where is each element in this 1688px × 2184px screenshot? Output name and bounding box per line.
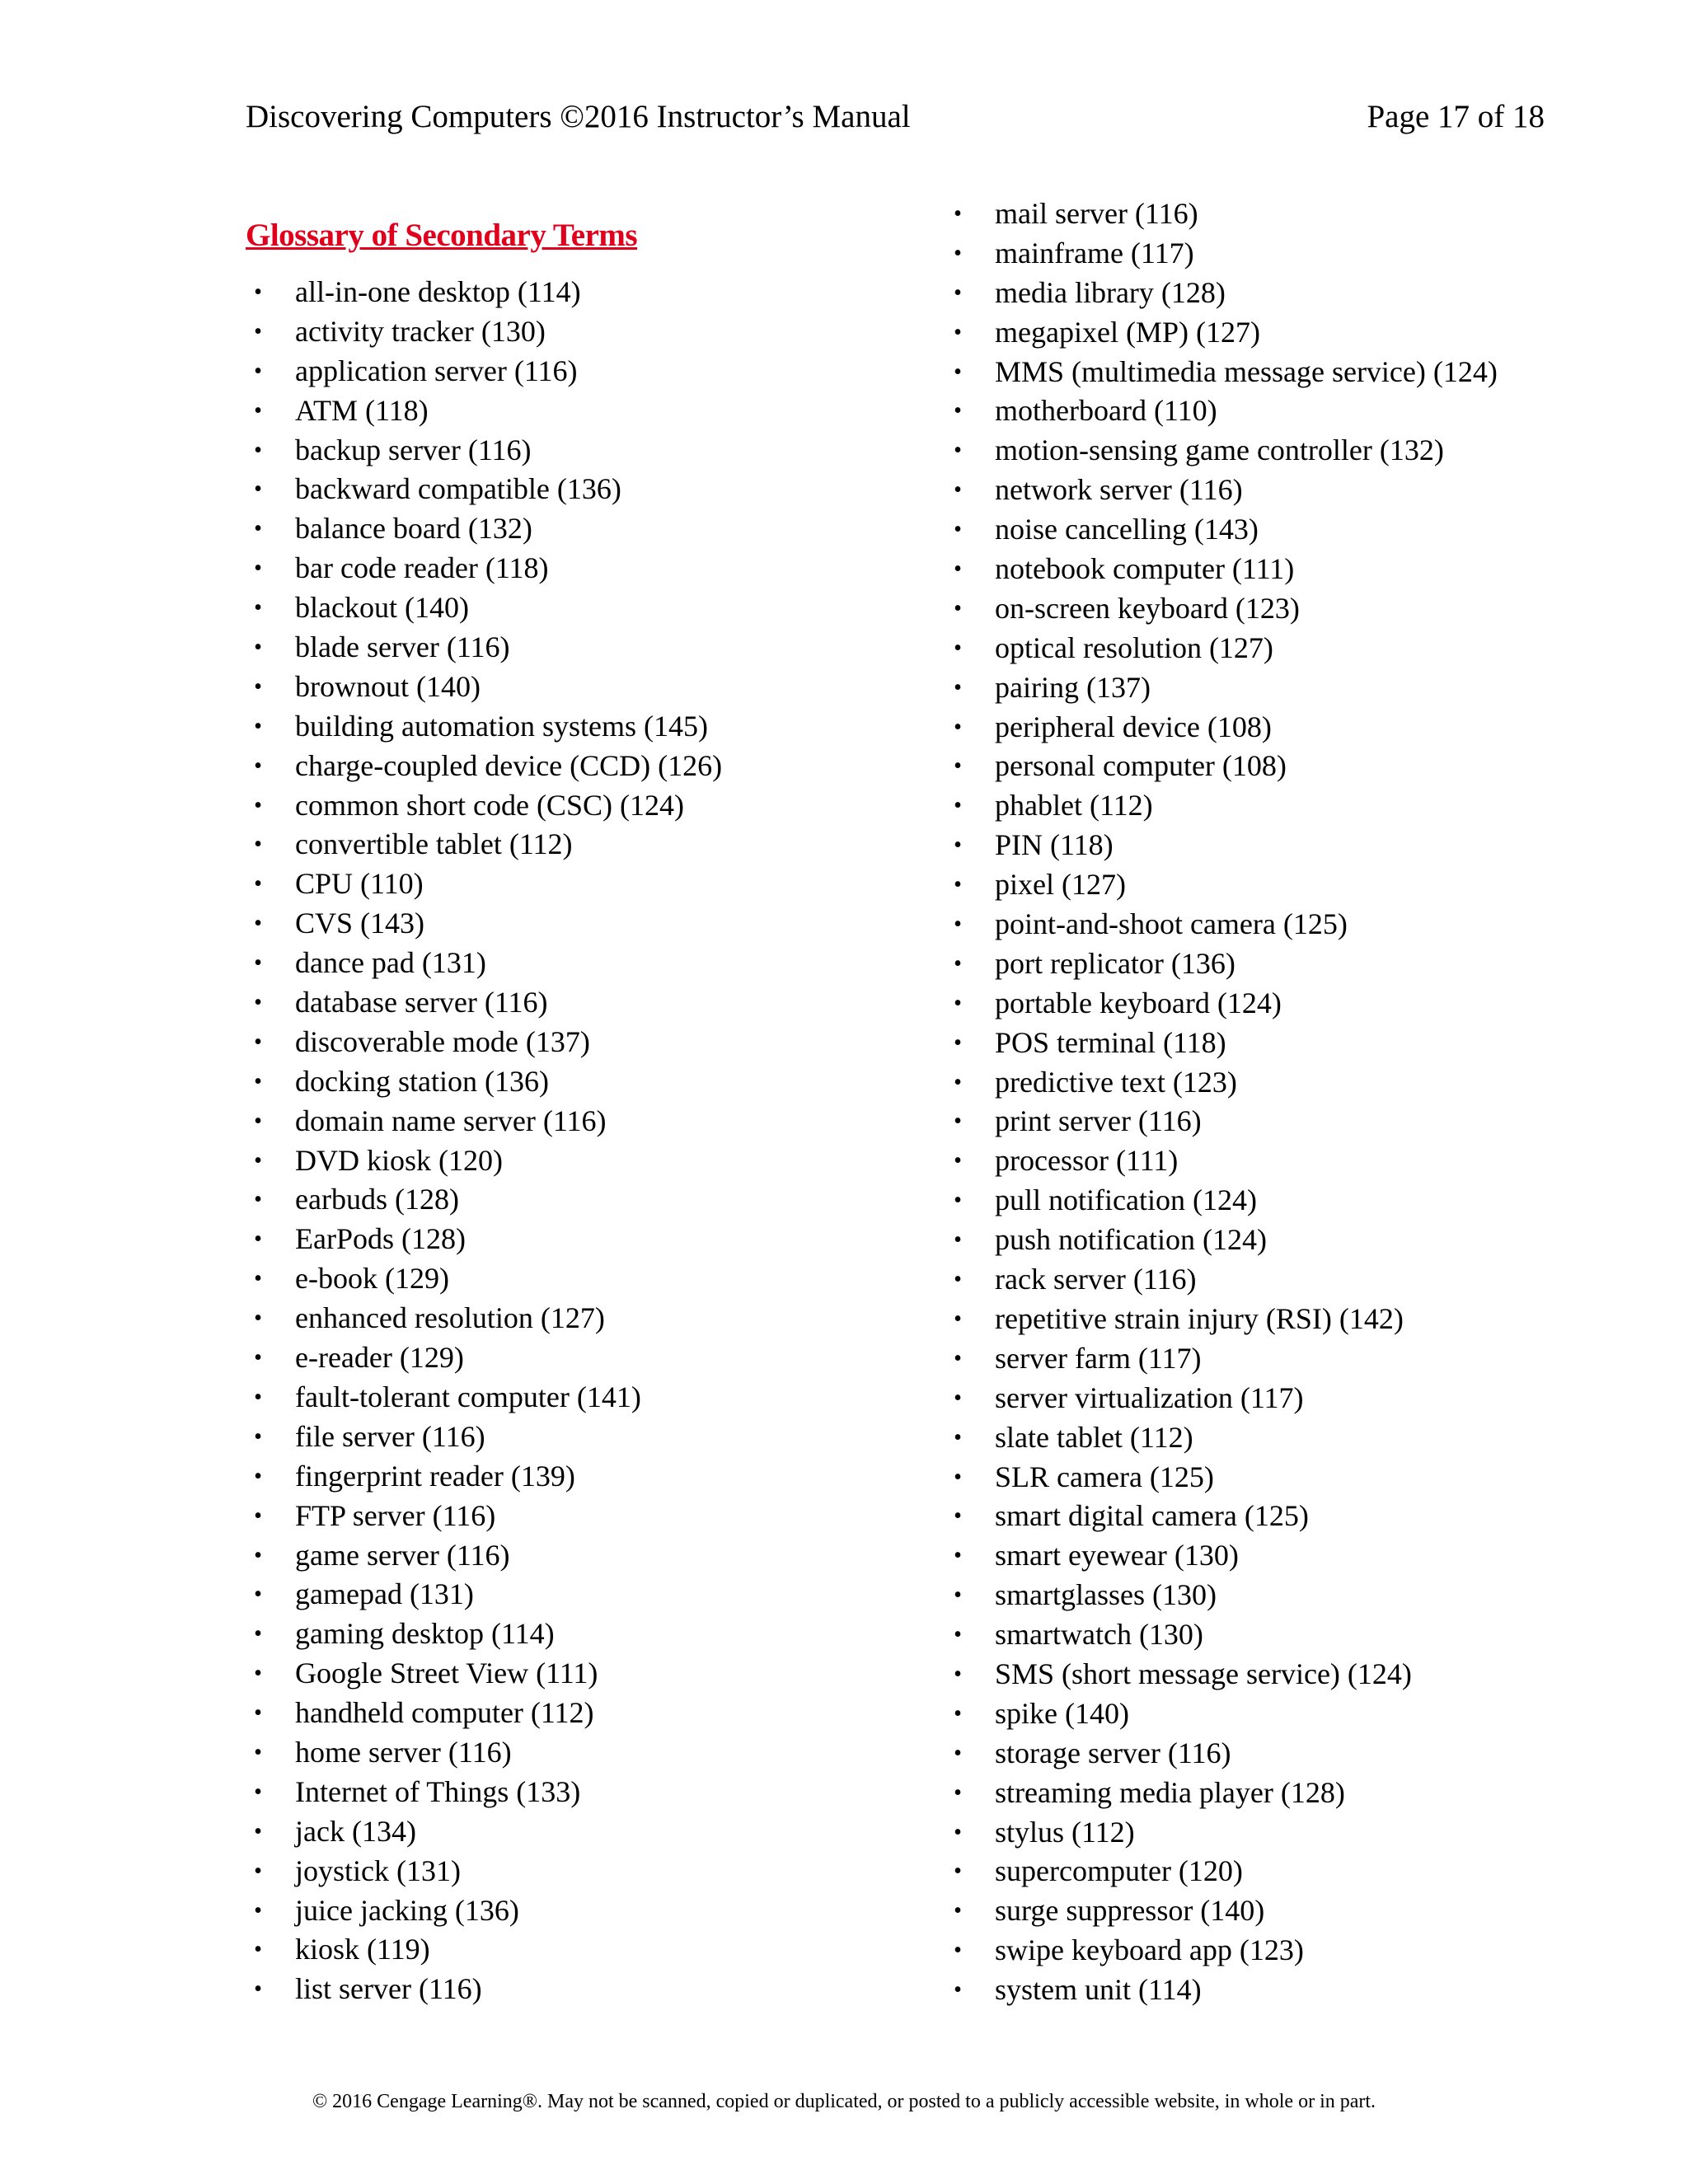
glossary-term (246, 509, 905, 549)
page-number: Page 17 of 18 (1367, 99, 1545, 134)
glossary-term (945, 353, 1605, 392)
glossary-term (945, 1971, 1605, 2010)
term-text: slate tablet (112) (995, 1420, 1193, 1454)
glossary-term (246, 1338, 905, 1378)
bullet-icon: • (954, 201, 962, 227)
glossary-term (945, 826, 1605, 865)
term-text: Google Street View (111) (295, 1657, 598, 1690)
glossary-term (246, 786, 905, 826)
bullet-icon: • (954, 1345, 962, 1371)
bullet-icon: • (954, 1819, 962, 1845)
glossary-term (945, 1852, 1605, 1891)
term-text: blackout (140) (295, 591, 469, 625)
bullet-icon: • (254, 358, 262, 384)
term-text: building automation systems (145) (295, 709, 708, 743)
term-text: handheld computer (112) (295, 1696, 594, 1730)
bullet-icon: • (254, 1897, 262, 1924)
bullet-icon: • (954, 1740, 962, 1766)
term-text: discoverable mode (137) (295, 1024, 590, 1058)
glossary-term (246, 1773, 905, 1812)
term-text: docking station (136) (295, 1064, 549, 1098)
bullet-icon: • (954, 319, 962, 345)
bullet-icon: • (954, 1029, 962, 1056)
term-text: notebook computer (111) (995, 552, 1295, 586)
bullet-icon: • (954, 1188, 962, 1214)
glossary-term (945, 708, 1605, 748)
glossary-term (945, 1221, 1605, 1260)
bullet-icon: • (954, 359, 962, 385)
glossary-term (945, 1141, 1605, 1181)
glossary-term (246, 312, 905, 352)
bullet-icon: • (954, 872, 962, 898)
bullet-icon: • (954, 1108, 962, 1135)
term-text: blade server (116) (295, 630, 510, 664)
term-text: portable keyboard (124) (995, 986, 1282, 1019)
bullet-icon: • (254, 792, 262, 818)
bullet-icon: • (254, 476, 262, 503)
glossary-term (246, 1062, 905, 1102)
term-text: surge suppressor (140) (995, 1894, 1265, 1928)
glossary-term (246, 470, 905, 509)
glossary-term (246, 865, 905, 904)
glossary-term (246, 1615, 905, 1654)
bullet-icon: • (954, 438, 962, 464)
bullet-icon: • (254, 1661, 262, 1687)
term-text: domain name server (116) (295, 1104, 607, 1137)
term-text: activity tracker (130) (295, 314, 546, 348)
bullet-icon: • (254, 1147, 262, 1174)
glossary-term (246, 1220, 905, 1259)
bullet-icon: • (254, 990, 262, 1016)
term-text: application server (116) (295, 354, 578, 387)
term-text: repetitive strain injury (RSI) (142) (995, 1301, 1404, 1335)
glossary-term (945, 1655, 1605, 1694)
bullet-icon: • (254, 1384, 262, 1410)
glossary-term (945, 1458, 1605, 1497)
term-text: file server (116) (295, 1419, 485, 1453)
glossary-term (246, 1457, 905, 1497)
glossary-term (246, 747, 905, 786)
glossary-heading: Glossary of Secondary Terms (246, 218, 638, 253)
glossary-term (945, 589, 1605, 629)
bullet-icon: • (254, 871, 262, 898)
glossary-term (945, 1774, 1605, 1813)
bullet-icon: • (254, 318, 262, 344)
bullet-icon: • (954, 1661, 962, 1687)
glossary-term (945, 786, 1605, 826)
bullet-icon: • (954, 1227, 962, 1254)
glossary-term (945, 313, 1605, 353)
bullet-icon: • (954, 1503, 962, 1530)
bullet-icon: • (254, 279, 262, 305)
bullet-icon: • (954, 398, 962, 424)
term-text: brownout (140) (295, 669, 481, 703)
glossary-term (945, 1891, 1605, 1931)
term-text: storage server (116) (995, 1736, 1231, 1769)
term-text: personal computer (108) (995, 749, 1287, 783)
glossary-term (945, 1339, 1605, 1379)
glossary-term (945, 1931, 1605, 1971)
term-text: gamepad (131) (295, 1577, 474, 1611)
glossary-term (945, 1615, 1605, 1655)
glossary-term (945, 629, 1605, 668)
term-text: backup server (116) (295, 433, 532, 466)
bullet-icon: • (254, 1779, 262, 1805)
bullet-icon: • (254, 1463, 262, 1489)
bullet-icon: • (254, 752, 262, 779)
glossary-term (945, 194, 1605, 234)
term-text: on-screen keyboard (123) (995, 591, 1300, 625)
term-text: EarPods (128) (295, 1222, 466, 1256)
term-text: all-in-one desktop (114) (295, 275, 581, 308)
term-text: home server (116) (295, 1735, 512, 1769)
glossary-term (246, 983, 905, 1023)
term-text: gaming desktop (114) (295, 1617, 555, 1651)
bullet-icon: • (954, 950, 962, 977)
bullet-icon: • (954, 990, 962, 1016)
bullet-icon: • (254, 437, 262, 463)
glossary-term (945, 471, 1605, 510)
term-text: mainframe (117) (995, 236, 1194, 269)
glossary-term (246, 1141, 905, 1181)
glossary-term (246, 391, 905, 431)
term-text: CVS (143) (295, 907, 425, 940)
page-header (246, 96, 1545, 138)
glossary-term (246, 1023, 905, 1062)
term-text: bar code reader (118) (295, 551, 549, 585)
glossary-term (945, 1024, 1605, 1063)
term-text: kiosk (119) (295, 1933, 430, 1966)
term-text: dance pad (131) (295, 946, 486, 980)
term-text: jack (134) (295, 1814, 416, 1848)
glossary-term (246, 1418, 905, 1457)
bullet-icon: • (954, 1305, 962, 1332)
glossary-term (246, 588, 905, 628)
glossary-term (246, 1536, 905, 1576)
bullet-icon: • (254, 1305, 262, 1332)
term-text: fault-tolerant computer (141) (295, 1380, 641, 1413)
bullet-icon: • (254, 1345, 262, 1371)
term-text: streaming media player (128) (995, 1775, 1345, 1809)
term-text: earbuds (128) (295, 1183, 459, 1216)
term-text: e-book (129) (295, 1262, 449, 1296)
term-text: spike (140) (995, 1696, 1129, 1730)
bullet-icon: • (254, 555, 262, 582)
bullet-icon: • (954, 1622, 962, 1648)
glossary-term (945, 1497, 1605, 1536)
term-text: system unit (114) (995, 1973, 1202, 2007)
bullet-icon: • (254, 1029, 262, 1055)
glossary-term (945, 1694, 1605, 1734)
term-text: Internet of Things (133) (295, 1774, 581, 1808)
term-text: joystick (131) (295, 1854, 461, 1887)
bullet-icon: • (254, 673, 262, 700)
bullet-icon: • (254, 950, 262, 977)
term-text: ATM (118) (295, 393, 429, 427)
glossary-term (246, 1694, 905, 1733)
glossary-term (945, 1063, 1605, 1103)
bullet-icon: • (954, 1582, 962, 1609)
term-text: network server (116) (995, 473, 1243, 507)
term-text: smartwatch (130) (995, 1618, 1203, 1652)
bullet-icon: • (954, 1464, 962, 1490)
bullet-icon: • (954, 477, 962, 504)
term-text: processor (111) (995, 1144, 1179, 1178)
glossary-term (945, 668, 1605, 708)
term-text: swipe keyboard app (123) (995, 1933, 1304, 1967)
bullet-icon: • (254, 1937, 262, 1963)
bullet-icon: • (954, 279, 962, 306)
glossary-term (246, 944, 905, 983)
bullet-icon: • (954, 517, 962, 543)
glossary-term (945, 274, 1605, 313)
glossary-term (945, 1260, 1605, 1300)
term-text: server farm (117) (995, 1341, 1202, 1375)
bullet-icon: • (954, 1385, 962, 1411)
bullet-icon: • (954, 753, 962, 780)
bullet-icon: • (954, 1267, 962, 1293)
glossary-term (246, 668, 905, 707)
glossary-term (246, 1654, 905, 1694)
term-text: smart digital camera (125) (995, 1499, 1309, 1533)
glossary-term (246, 825, 905, 865)
bullet-icon: • (254, 1700, 262, 1727)
bullet-icon: • (254, 1582, 262, 1608)
term-text: motherboard (110) (995, 394, 1217, 428)
term-text: phablet (112) (995, 789, 1153, 823)
bullet-icon: • (254, 1108, 262, 1134)
term-text: pull notification (124) (995, 1183, 1257, 1217)
term-text: balance board (132) (295, 512, 532, 546)
glossary-term (945, 944, 1605, 984)
copyright-footer: © 2016 Cengage Learning®. May not be scanned, copied or duplicated, or posted to a publicly accessible website, in whole or in part. (312, 2091, 1376, 2112)
term-text: e-reader (129) (295, 1341, 464, 1375)
term-text: predictive text (123) (995, 1065, 1237, 1099)
bullet-icon: • (254, 1266, 262, 1292)
bullet-icon: • (254, 713, 262, 739)
bullet-icon: • (254, 1226, 262, 1253)
document-title: Discovering Computers ©2016 Instructor’s Manual (246, 99, 911, 134)
glossary-term (246, 1497, 905, 1536)
bullet-icon: • (254, 1187, 262, 1213)
bullet-icon: • (254, 1976, 262, 2003)
bullet-icon: • (954, 1898, 962, 1924)
term-text: port replicator (136) (995, 946, 1236, 980)
glossary-term (246, 1299, 905, 1338)
term-text: enhanced resolution (127) (295, 1301, 605, 1335)
glossary-term (246, 1180, 905, 1220)
glossary-term (945, 234, 1605, 274)
bullet-icon: • (254, 1068, 262, 1094)
glossary-term (945, 1536, 1605, 1576)
term-text: POS terminal (118) (995, 1025, 1226, 1059)
glossary-term (945, 905, 1605, 944)
bullet-icon: • (954, 1700, 962, 1727)
term-text: smart eyewear (130) (995, 1539, 1239, 1572)
bullet-icon: • (954, 674, 962, 701)
glossary-term (246, 1378, 905, 1418)
bullet-icon: • (254, 1739, 262, 1765)
bullet-icon: • (954, 1938, 962, 1964)
term-text: PIN (118) (995, 828, 1114, 862)
bullet-icon: • (954, 714, 962, 740)
glossary-term (246, 1930, 905, 1970)
bullet-icon: • (254, 1502, 262, 1529)
glossary-term (945, 1300, 1605, 1339)
glossary-term (246, 1575, 905, 1615)
glossary-term (945, 391, 1605, 431)
bullet-icon: • (954, 1779, 962, 1806)
glossary-term (246, 1852, 905, 1891)
glossary-term (945, 1418, 1605, 1458)
bullet-icon: • (254, 397, 262, 424)
glossary-term (945, 431, 1605, 471)
glossary-term (246, 1733, 905, 1773)
term-text: optical resolution (127) (995, 630, 1273, 664)
glossary-term (945, 510, 1605, 550)
bullet-icon: • (954, 1858, 962, 1885)
bullet-icon: • (254, 1423, 262, 1450)
term-text: point-and-shoot camera (125) (995, 907, 1348, 941)
glossary-term (246, 1102, 905, 1141)
term-text: server virtualization (117) (995, 1380, 1304, 1414)
glossary-term (246, 1970, 905, 2009)
bullet-icon: • (954, 1543, 962, 1569)
term-text: list server (116) (295, 1972, 482, 2006)
glossary-term (945, 747, 1605, 786)
glossary-term (945, 1181, 1605, 1221)
bullet-icon: • (954, 240, 962, 266)
term-text: SMS (short message service) (124) (995, 1657, 1412, 1690)
bullet-icon: • (254, 832, 262, 858)
term-text: megapixel (MP) (127) (995, 315, 1260, 349)
bullet-icon: • (954, 635, 962, 661)
glossary-term (945, 1734, 1605, 1774)
bullet-icon: • (954, 1148, 962, 1174)
glossary-term (945, 865, 1605, 905)
term-text: game server (116) (295, 1538, 510, 1572)
term-text: motion-sensing game controller (132) (995, 434, 1444, 467)
glossary-term (945, 550, 1605, 589)
glossary-term (945, 1576, 1605, 1615)
glossary-term (246, 1891, 905, 1931)
bullet-icon: • (254, 635, 262, 661)
glossary-term (246, 628, 905, 668)
term-text: MMS (multimedia message service) (124) (995, 354, 1498, 388)
term-text: DVD kiosk (120) (295, 1143, 503, 1177)
bullet-icon: • (254, 1818, 262, 1844)
glossary-list-right (945, 194, 1605, 2010)
term-text: rack server (116) (995, 1263, 1197, 1296)
term-text: push notification (124) (995, 1223, 1267, 1257)
term-text: juice jacking (136) (295, 1893, 519, 1927)
term-text: media library (128) (995, 275, 1226, 309)
bullet-icon: • (954, 793, 962, 819)
bullet-icon: • (954, 832, 962, 859)
glossary-term (246, 904, 905, 944)
bullet-icon: • (254, 1542, 262, 1568)
glossary-list-left (246, 273, 905, 2009)
term-text: charge-coupled device (CCD) (126) (295, 748, 723, 782)
glossary-term (246, 431, 905, 471)
bullet-icon: • (954, 1977, 962, 2004)
term-text: convertible tablet (112) (295, 827, 573, 861)
term-text: backward compatible (136) (295, 472, 621, 506)
term-text: print server (116) (995, 1104, 1202, 1138)
bullet-icon: • (254, 516, 262, 542)
bullet-icon: • (254, 1858, 262, 1884)
glossary-term (945, 984, 1605, 1024)
glossary-term (246, 707, 905, 747)
glossary-term (246, 273, 905, 312)
glossary-term (945, 1379, 1605, 1418)
term-text: common short code (CSC) (124) (295, 788, 684, 822)
glossary-term (945, 1813, 1605, 1853)
bullet-icon: • (954, 595, 962, 621)
term-text: CPU (110) (295, 867, 424, 901)
bullet-icon: • (954, 912, 962, 938)
term-text: pixel (127) (995, 868, 1126, 902)
bullet-icon: • (954, 1069, 962, 1095)
glossary-term (246, 1812, 905, 1852)
bullet-icon: • (254, 911, 262, 937)
glossary-term (246, 352, 905, 391)
bullet-icon: • (954, 556, 962, 583)
term-text: SLR camera (125) (995, 1460, 1214, 1493)
term-text: noise cancelling (143) (995, 513, 1259, 546)
term-text: fingerprint reader (139) (295, 1459, 575, 1493)
term-text: mail server (116) (995, 197, 1198, 230)
term-text: pairing (137) (995, 670, 1151, 704)
term-text: database server (116) (295, 986, 548, 1019)
glossary-term (945, 1102, 1605, 1141)
term-text: smartglasses (130) (995, 1578, 1217, 1612)
term-text: peripheral device (108) (995, 710, 1272, 743)
term-text: stylus (112) (995, 1815, 1135, 1849)
term-text: supercomputer (120) (995, 1854, 1243, 1888)
bullet-icon: • (254, 1621, 262, 1647)
glossary-term (246, 1259, 905, 1299)
term-text: FTP server (116) (295, 1498, 496, 1532)
bullet-icon: • (254, 595, 262, 621)
bullet-icon: • (954, 1424, 962, 1451)
glossary-term (246, 549, 905, 588)
